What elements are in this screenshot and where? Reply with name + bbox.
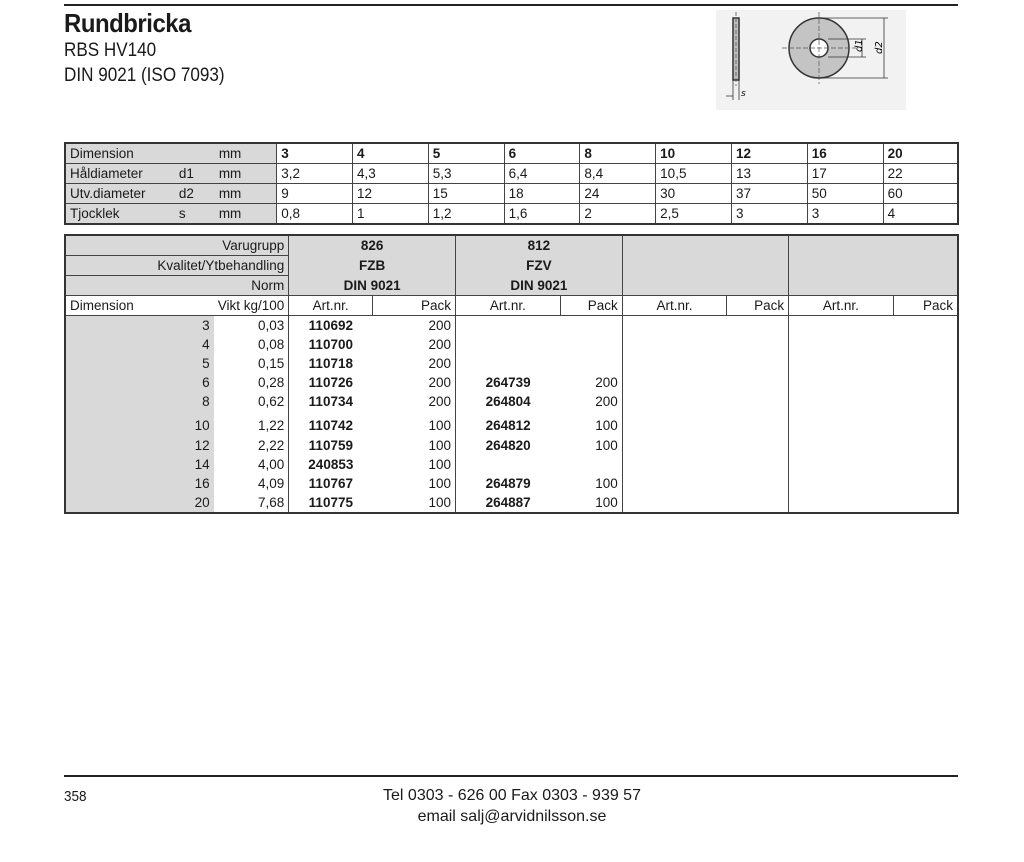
article-number: 264887 (456, 493, 561, 513)
col-header-pack: Pack (893, 296, 958, 316)
dimension-cell: 4 (352, 143, 428, 164)
article-number: 264879 (456, 474, 561, 493)
empty-cell (622, 335, 726, 354)
dimension-cell: 37 (732, 184, 808, 204)
col-header-dimension: Dimension (65, 296, 214, 316)
dimension-cell: 4 (883, 204, 958, 225)
empty-cell (622, 392, 726, 411)
dimension-cell: 2,5 (656, 204, 732, 225)
dimension-table-row (65, 184, 958, 204)
empty-cell (622, 493, 726, 513)
row-unit: mm (215, 184, 277, 204)
empty-cell (622, 373, 726, 392)
pack-size: 100 (560, 474, 622, 493)
article-number: 240853 (289, 455, 373, 474)
label-d1: d1 (854, 39, 865, 52)
empty-cell (622, 455, 726, 474)
weight-value: 2,22 (214, 436, 289, 455)
pack-size: 100 (560, 493, 622, 513)
pack-size: 100 (372, 493, 455, 513)
group-2-norm: DIN 9021 (456, 276, 623, 296)
contact-phone-fax: Tel 0303 - 626 00 Fax 0303 - 939 57 (383, 787, 641, 804)
article-number: 110767 (289, 474, 373, 493)
dimension-value: 8 (65, 392, 214, 411)
dimension-value: 3 (65, 316, 214, 336)
empty-cell (893, 455, 958, 474)
weight-value: 0,08 (214, 335, 289, 354)
dimension-cell: 9 (277, 184, 353, 204)
empty-cell (893, 411, 958, 436)
table-row (65, 436, 958, 455)
dimension-cell: 50 (807, 184, 883, 204)
dimension-cell: 10 (656, 143, 732, 164)
empty-cell (893, 474, 958, 493)
pack-size: 100 (560, 411, 622, 436)
empty-cell (893, 436, 958, 455)
dimension-cell: 5 (428, 143, 504, 164)
row-unit: mm (215, 164, 277, 184)
row-unit: mm (215, 204, 277, 225)
table-row (65, 411, 958, 436)
article-number: 110718 (289, 354, 373, 373)
dimension-cell: 60 (883, 184, 958, 204)
varugrupp-label: Varugrupp (65, 235, 289, 256)
pack-size (560, 354, 622, 373)
row-label: Utv.diameter (65, 184, 175, 204)
group-3-varugrupp (622, 235, 788, 256)
dimension-cell: 8 (580, 143, 656, 164)
article-number: 264812 (456, 411, 561, 436)
label-d2: d2 (874, 41, 885, 54)
dimension-cell: 1,2 (428, 204, 504, 225)
empty-cell (789, 455, 893, 474)
dimension-table-row (65, 143, 958, 164)
dimension-value: 16 (65, 474, 214, 493)
table-row (65, 373, 958, 392)
pack-size: 100 (560, 436, 622, 455)
table-row (65, 335, 958, 354)
norm-label: Norm (65, 276, 289, 296)
empty-cell (789, 373, 893, 392)
pack-size: 200 (560, 392, 622, 411)
pack-size: 100 (372, 455, 455, 474)
empty-cell (789, 316, 893, 336)
col-header-artnr: Art.nr. (289, 296, 373, 316)
dimension-cell: 1 (352, 204, 428, 225)
group-4-varugrupp (789, 235, 958, 256)
dimension-cell: 3 (732, 204, 808, 225)
group-1-norm: DIN 9021 (289, 276, 456, 296)
empty-cell (727, 335, 789, 354)
dimension-table (64, 142, 959, 225)
dimension-cell: 12 (352, 184, 428, 204)
dimension-value: 14 (65, 455, 214, 474)
dimension-value: 12 (65, 436, 214, 455)
empty-cell (893, 335, 958, 354)
article-number: 110700 (289, 335, 373, 354)
empty-cell (893, 373, 958, 392)
dimension-table-row (65, 164, 958, 184)
article-number: 110734 (289, 392, 373, 411)
dimension-cell: 1,6 (504, 204, 580, 225)
empty-cell (893, 354, 958, 373)
empty-cell (622, 354, 726, 373)
pack-size (560, 335, 622, 354)
empty-cell (622, 316, 726, 336)
dimension-cell: 2 (580, 204, 656, 225)
col-header-weight: Vikt kg/100 (214, 296, 289, 316)
table-row (65, 455, 958, 474)
pack-size: 100 (372, 474, 455, 493)
dimension-cell: 24 (580, 184, 656, 204)
dimension-cell: 22 (883, 164, 958, 184)
row-symbol: d1 (175, 164, 215, 184)
empty-cell (789, 436, 893, 455)
group-2-varugrupp: 812 (456, 235, 623, 256)
empty-cell (893, 392, 958, 411)
product-subtitle: RBS HV140 (64, 40, 157, 61)
table-row (65, 474, 958, 493)
empty-cell (789, 411, 893, 436)
pack-size: 200 (372, 354, 455, 373)
weight-value: 4,09 (214, 474, 289, 493)
dimension-value: 6 (65, 373, 214, 392)
group-4-norm (789, 276, 958, 296)
article-number (456, 335, 561, 354)
empty-cell (789, 493, 893, 513)
dimension-cell: 10,5 (656, 164, 732, 184)
weight-value: 0,15 (214, 354, 289, 373)
weight-value: 7,68 (214, 493, 289, 513)
top-rule (64, 4, 958, 6)
empty-cell (727, 455, 789, 474)
empty-cell (622, 474, 726, 493)
contact-email: email salj@arvidnilsson.se (417, 808, 607, 825)
pack-size: 200 (372, 316, 455, 336)
group-2-kvalitet: FZV (456, 256, 623, 276)
col-header-pack: Pack (560, 296, 622, 316)
row-unit: mm (215, 143, 277, 164)
row-symbol: d2 (175, 184, 215, 204)
dimension-cell: 6,4 (504, 164, 580, 184)
pack-size: 200 (372, 335, 455, 354)
empty-cell (727, 316, 789, 336)
dimension-cell: 3 (277, 143, 353, 164)
group-3-kvalitet (622, 256, 788, 276)
dimension-cell: 30 (656, 184, 732, 204)
weight-value: 0,62 (214, 392, 289, 411)
article-number: 110742 (289, 411, 373, 436)
dimension-cell: 3 (807, 204, 883, 225)
article-number (456, 354, 561, 373)
table-row (65, 354, 958, 373)
row-symbol (175, 143, 215, 164)
group-1-varugrupp: 826 (289, 235, 456, 256)
group-4-kvalitet (789, 256, 958, 276)
empty-cell (727, 373, 789, 392)
row-label: Dimension (65, 143, 175, 164)
dimension-cell: 3,2 (277, 164, 353, 184)
pack-size: 200 (560, 373, 622, 392)
col-header-pack: Pack (372, 296, 455, 316)
product-table (64, 234, 959, 514)
group-3-norm (622, 276, 788, 296)
col-header-artnr: Art.nr. (622, 296, 726, 316)
group-1-kvalitet: FZB (289, 256, 456, 276)
article-number (456, 316, 561, 336)
standard-subtitle: DIN 9021 (ISO 7093) (64, 65, 225, 86)
washer-diagram (716, 10, 906, 110)
dimension-cell: 20 (883, 143, 958, 164)
dimension-cell: 16 (807, 143, 883, 164)
dimension-value: 5 (65, 354, 214, 373)
kvalitet-label: Kvalitet/Ytbehandling (65, 256, 289, 276)
dimension-value: 10 (65, 411, 214, 436)
dimension-cell: 6 (504, 143, 580, 164)
row-label: Håldiameter (65, 164, 175, 184)
table-row (65, 493, 958, 513)
article-number: 110692 (289, 316, 373, 336)
col-header-artnr: Art.nr. (789, 296, 893, 316)
empty-cell (789, 474, 893, 493)
empty-cell (893, 493, 958, 513)
row-label: Tjocklek (65, 204, 175, 225)
page-title: Rundbricka (64, 8, 191, 38)
dimension-cell: 8,4 (580, 164, 656, 184)
empty-cell (622, 436, 726, 455)
dimension-value: 20 (65, 493, 214, 513)
pack-size: 200 (372, 373, 455, 392)
empty-cell (727, 411, 789, 436)
empty-cell (893, 316, 958, 336)
article-number: 264739 (456, 373, 561, 392)
dimension-cell: 12 (732, 143, 808, 164)
empty-cell (789, 392, 893, 411)
article-number: 110726 (289, 373, 373, 392)
pack-size: 100 (372, 436, 455, 455)
empty-cell (789, 354, 893, 373)
dimension-cell: 0,8 (277, 204, 353, 225)
table-row (65, 392, 958, 411)
pack-size (560, 316, 622, 336)
dimension-cell: 18 (504, 184, 580, 204)
pack-size: 200 (372, 392, 455, 411)
pack-size (560, 455, 622, 474)
empty-cell (622, 411, 726, 436)
dimension-cell: 5,3 (428, 164, 504, 184)
dimension-cell: 17 (807, 164, 883, 184)
label-s: s (741, 89, 746, 99)
footer-rule (64, 775, 958, 777)
dimension-cell: 13 (732, 164, 808, 184)
article-number (456, 455, 561, 474)
empty-cell (727, 354, 789, 373)
empty-cell (789, 335, 893, 354)
col-header-artnr: Art.nr. (456, 296, 561, 316)
weight-value: 0,03 (214, 316, 289, 336)
dimension-table-row (65, 204, 958, 225)
empty-cell (727, 392, 789, 411)
empty-cell (727, 474, 789, 493)
col-header-pack: Pack (727, 296, 789, 316)
empty-cell (727, 493, 789, 513)
article-number: 110759 (289, 436, 373, 455)
weight-value: 1,22 (214, 411, 289, 436)
article-number: 110775 (289, 493, 373, 513)
row-symbol: s (175, 204, 215, 225)
weight-value: 4,00 (214, 455, 289, 474)
article-number: 264820 (456, 436, 561, 455)
pack-size: 100 (372, 411, 455, 436)
empty-cell (727, 436, 789, 455)
dimension-cell: 15 (428, 184, 504, 204)
dimension-value: 4 (65, 335, 214, 354)
page-number: 358 (64, 788, 87, 805)
table-row (65, 316, 958, 336)
article-number: 264804 (456, 392, 561, 411)
dimension-cell: 4,3 (352, 164, 428, 184)
weight-value: 0,28 (214, 373, 289, 392)
